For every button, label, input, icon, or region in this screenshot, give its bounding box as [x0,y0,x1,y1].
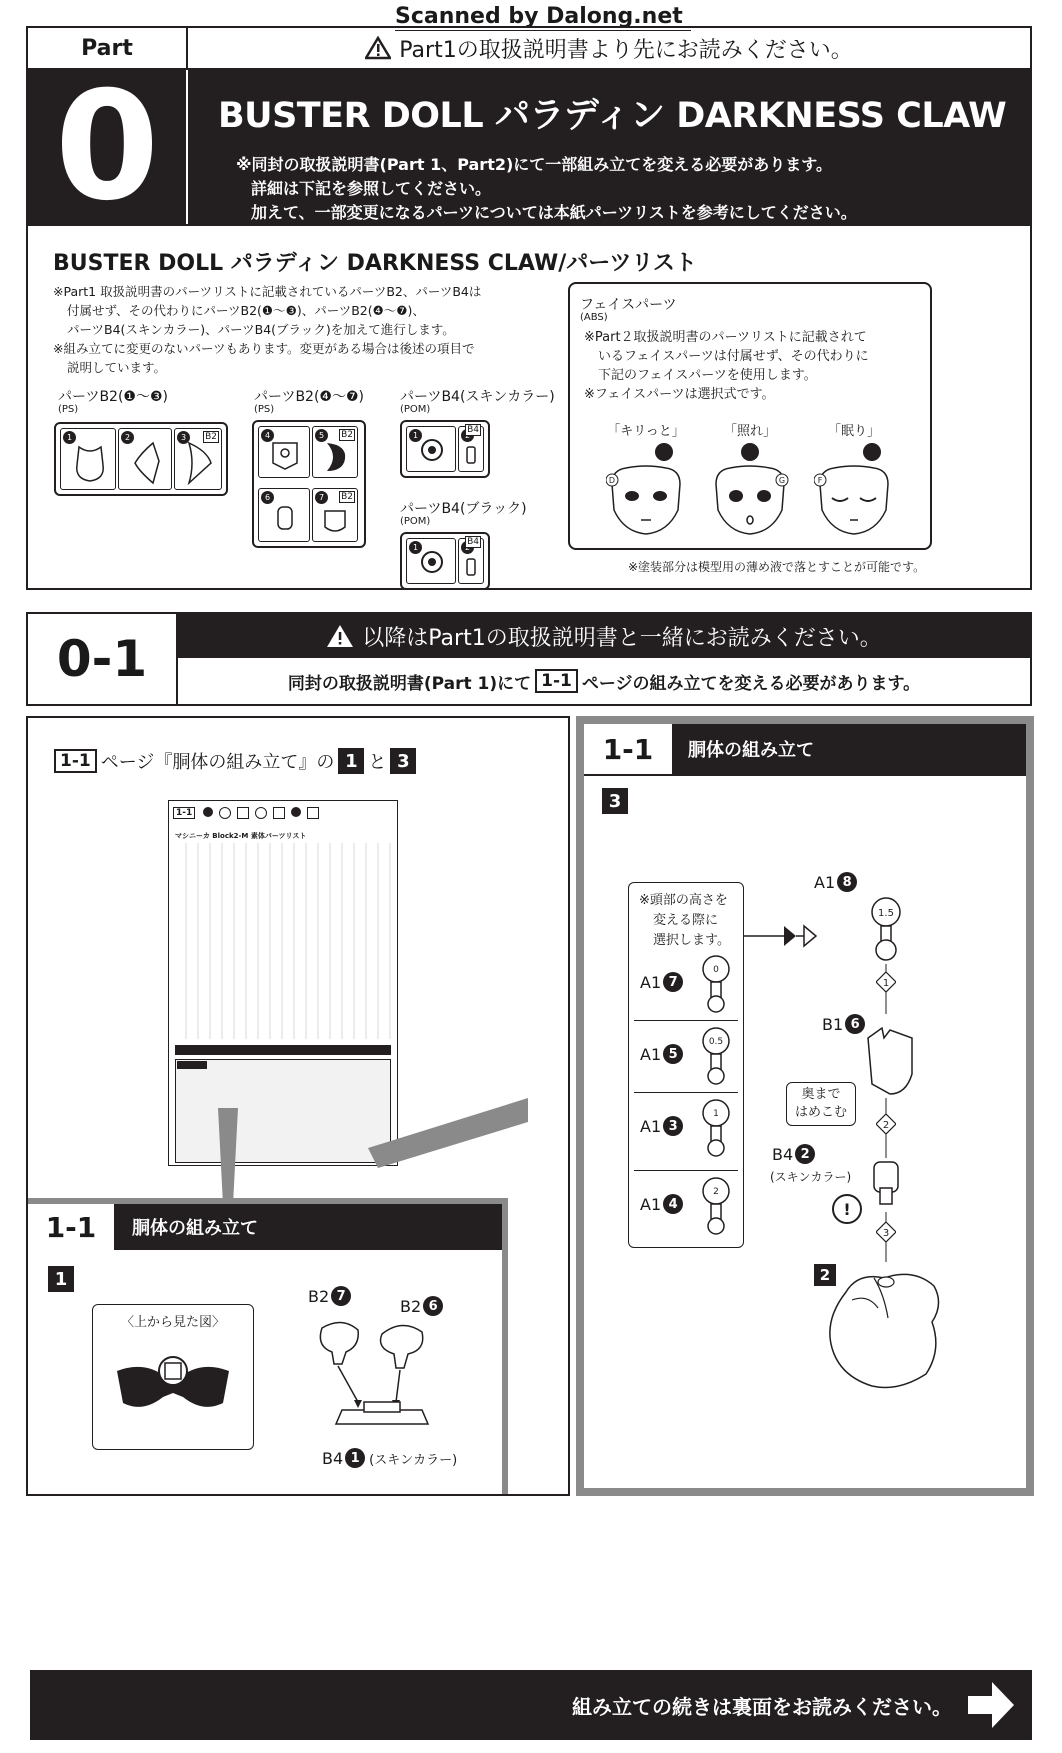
head-option-3 [628,1176,744,1242]
face-tere-icon [710,440,790,540]
footer-bar [30,1670,1032,1740]
b2-6-label: B2 6 [400,1296,443,1316]
ref-page-box: 1-1 [54,749,97,773]
head-option-label: A1 3 [640,1116,683,1136]
right-panel [576,716,1034,1496]
group-b4-skin-material: (POM) [400,404,431,415]
manual-page-thumbnail: 1-1 マシニーカ Block2-M 素体パーツリスト [168,800,398,1166]
face-nemuri-icon [814,440,894,540]
ref-line: 1-1 ページ『胴体の組み立て』の 1 と 3 [54,748,416,774]
face-parts-box [568,282,932,550]
head-joint-part-icon [698,1098,734,1158]
section-01-number: 0-1 [28,614,178,704]
parts-list-box [26,226,1032,590]
runner-b2-4-7: 4 5 B2 6 7 B2 [252,420,366,548]
face-kiritto-icon [606,440,686,540]
svg-text:0.5: 0.5 [708,1037,724,1047]
top-view-box: 〈上から見た図〉 [92,1304,254,1450]
sub-panel [28,1198,508,1494]
face-kiritto: 「キリっと」 D [606,420,686,540]
part-label: Part [81,35,133,61]
a1-8-part [864,896,908,962]
b4-2-part [866,1158,906,1208]
head-option-1 [628,1026,744,1092]
footer-text: 組み立ての続きは裏面をお読みください。 [572,1694,952,1719]
step-badge: 2 [814,1264,836,1286]
header-notice-text: Part1の取扱説明書より先にお読みください。 [399,37,853,63]
head-option-label: A1 5 [640,1044,683,1064]
section-01-box [26,612,1032,706]
part-number-cell [28,60,188,234]
svg-text:2: 2 [713,1187,719,1197]
header-notice [188,28,1030,70]
group-b2-4-7-label: パーツB2(❹〜❼) [254,389,364,405]
section-01-instruction: 同封の取扱説明書(Part 1)にて 1-1 ページの組み立てを変える必要があります。 [287,671,921,694]
select-note: ※頭部の高さを 変える際に 選択します。 [639,893,730,948]
page-ref-box: 1-1 [535,669,578,693]
head-option-label: A1 7 [640,972,683,992]
head-option-0 [628,954,744,1020]
svg-text:D: D [608,476,616,485]
face-footnote: ※塗装部分は模型用の薄め液で落とすことが可能です。 [628,560,926,574]
svg-text:2: 2 [882,1120,890,1131]
svg-text:0: 0 [713,965,719,975]
a1-8-label: A1 8 [814,872,857,892]
face-title: フェイスパーツ [580,297,677,313]
step-badge: 3 [602,788,628,814]
b1-6-label: B1 6 [822,1014,865,1034]
b4-1-label: B4 1 (スキンカラー) [322,1448,458,1468]
parts-list-title: BUSTER DOLL パラディン DARKNESS CLAW/パーツリスト [53,251,697,276]
step-badge: 1 [48,1266,74,1292]
step-badge: 1 [338,748,364,774]
title-banner [188,70,1030,224]
svg-text:1.5: 1.5 [878,908,894,919]
press-note-box: 奥まで はめこむ [786,1082,856,1126]
head-option-label: A1 4 [640,1194,683,1214]
product-title: BUSTER DOLL パラディン DARKNESS CLAW [218,96,1007,136]
b1-6-part [860,1024,920,1098]
face-tere: 「照れ」 G [710,420,790,540]
svg-text:1: 1 [882,978,890,989]
svg-text:G: G [778,476,786,485]
right-panel-header: 1-1 胴体の組み立て [584,724,1026,774]
group-b2-1-3-material: (PS) [58,404,79,415]
head-option-2 [628,1098,744,1164]
runner-b4-black: 1 B4 [400,532,490,590]
head-joint-part-icon [698,1026,734,1086]
seq-1-icon [876,964,896,1014]
top-view-diagram [113,1341,233,1421]
runner-b2-1-3: 1 2 3 B2 [54,422,228,496]
head-joint-part-icon [698,1176,734,1236]
torso-part [818,1264,948,1394]
face-nemuri: 「眠り」 F [814,420,894,540]
header-note-1: ※同封の取扱説明書(Part 1、Part2)にて一部組み立てを変える必要があります。 [236,155,833,174]
group-b4-skin-label: パーツB4(スキンカラー) [400,389,555,405]
watermark: Scanned by Dalong.net [395,4,683,29]
group-b4-black-material: (POM) [400,516,431,527]
header-box [26,26,1032,234]
header-note-2: 詳細は下記を参照してください。 [251,179,492,198]
section-01-notice: 以降はPart1の取扱説明書と一緒にお読みください。 [178,614,1030,658]
arrow-right-icon [966,1680,1016,1730]
svg-text:3: 3 [882,1228,890,1239]
b4-2-label: B4 2 [772,1144,815,1164]
seq-3-icon [876,1212,896,1262]
group-b4-black-label: パーツB4(ブラック) [400,501,527,517]
group-b2-4-7-material: (PS) [254,404,275,415]
part-number: 0 [54,60,160,234]
group-b2-1-3-label: パーツB2(❶〜❸) [58,389,168,405]
caution-icon: ! [832,1194,862,1224]
parts-note: ※Part1 取扱説明書のパーツリストに記載されているパーツB2、パーツB4は 付属せず、その代わりにパーツB2(❶〜❸)、パーツB2(❹〜❼)、 パーツB4(スキンカラー)、パーツB4(ブラック)を加えて進行します。 ※組み立てに変更のないパーツもあります。変更がある場合は後述の項目で 説明しています。 [53,284,482,375]
warning-icon [326,623,354,649]
face-material: (ABS) [580,312,608,323]
warning-icon [365,36,391,60]
select-arrow-icon [744,924,824,948]
step-badge: 3 [390,748,416,774]
runner-b4-skin: 1 B4 [400,420,490,478]
header-note-3: 加えて、一部変更になるパーツについては本紙パーツリストを参考にしてください。 [251,203,857,222]
head-joint-part-icon [698,954,734,1014]
b4-2-note: (スキンカラー) [770,1170,852,1184]
assembly-diagram [312,1316,462,1440]
face-note: ※Part２取扱説明書のパーツリストに記載されて いるフェイスパーツは付属せず、その代わりに 下記のフェイスパーツを使用します。 ※フェイスパーツは選択式です。 [584,330,869,402]
seq-2-icon [876,1098,896,1158]
svg-text:1: 1 [713,1109,719,1119]
svg-text:F: F [817,476,823,485]
b2-7-label: B2 7 [308,1286,351,1306]
left-panel [26,716,570,1496]
sub-panel-header: 1-1 胴体の組み立て [28,1204,502,1250]
